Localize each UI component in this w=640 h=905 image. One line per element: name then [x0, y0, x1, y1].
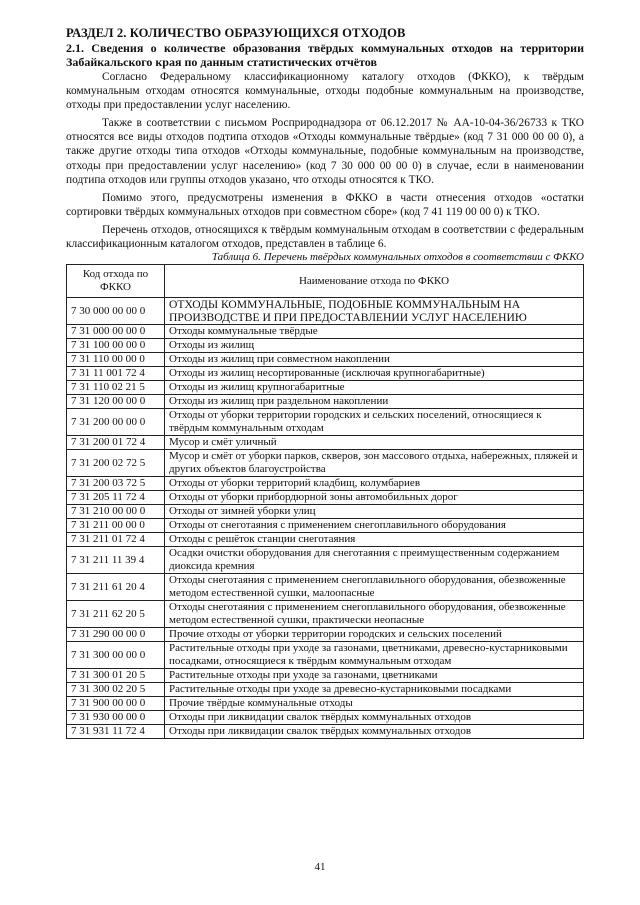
- waste-code-cell: 7 30 000 00 00 0: [67, 298, 165, 325]
- waste-name-cell: Отходы от зимней уборки улиц: [165, 505, 584, 519]
- waste-name-cell: Отходы снеготаяния с применением снегоплавильного оборудования, обезвоженные методом естественной сушки, практически неопасные: [165, 601, 584, 628]
- waste-name-cell: Мусор и смёт от уборки парков, скверов, зон массового отдыха, набережных, пляжей и других объектов благоустройства: [165, 450, 584, 477]
- table-row: [67, 642, 584, 669]
- waste-code-cell: 7 31 211 62 20 5: [67, 601, 165, 628]
- waste-code-cell: 7 31 110 00 00 0: [67, 353, 165, 367]
- waste-code-cell: 7 31 930 00 00 0: [67, 711, 165, 725]
- table-row: [67, 601, 584, 628]
- waste-code-cell: 7 31 200 02 72 5: [67, 450, 165, 477]
- waste-code-cell: 7 31 900 00 00 0: [67, 697, 165, 711]
- waste-code-cell: 7 31 205 11 72 4: [67, 491, 165, 505]
- waste-name-cell: Прочие твёрдые коммунальные отходы: [165, 697, 584, 711]
- waste-name-cell: Отходы из жилищ несортированные (исключая крупногабаритные): [165, 367, 584, 381]
- waste-code-cell: 7 31 120 00 00 0: [67, 395, 165, 409]
- waste-code-cell: 7 31 211 11 39 4: [67, 547, 165, 574]
- table-row: [67, 505, 584, 519]
- table-row: [67, 395, 584, 409]
- header-name: Наименование отхода по ФККО: [165, 265, 584, 298]
- waste-name-cell: Отходы из жилищ: [165, 339, 584, 353]
- waste-code-cell: 7 31 210 00 00 0: [67, 505, 165, 519]
- paragraph: Также в соответствии с письмом Росприроднадзора от 06.12.2017 № АА-10-04-36/26733 к ТКО относятся все виды отходов подтипа отходов «Отходы коммунальные твёрдые» (код 7 31 000 00 00 0), а также другие отходы типа отходов «Отходы коммунальные, подобные коммунальным на производстве, отходы при предоставлении услуг населению» (код 7 30 000 00 00 0) в случае, если в наименовании подтипа отходов или группы отходов указано, что отходы относятся к ТКО.: [66, 117, 584, 186]
- waste-code-cell: 7 31 211 01 72 4: [67, 533, 165, 547]
- table-row: [67, 325, 584, 339]
- table-row: [67, 353, 584, 367]
- waste-code-cell: 7 31 11 001 72 4: [67, 367, 165, 381]
- waste-code-cell: 7 31 110 02 21 5: [67, 381, 165, 395]
- page-content: [66, 26, 584, 739]
- waste-name-cell: Растительные отходы при уходе за газонами, цветниками: [165, 669, 584, 683]
- table-row: [67, 381, 584, 395]
- waste-code-cell: 7 31 300 02 20 5: [67, 683, 165, 697]
- waste-name-cell: Растительные отходы при уходе за древесно-кустарниковыми посадками: [165, 683, 584, 697]
- waste-code-cell: 7 31 300 00 00 0: [67, 642, 165, 669]
- page-number: 41: [314, 861, 326, 873]
- waste-name-cell: Прочие отходы от уборки территории городских и сельских поселений: [165, 628, 584, 642]
- waste-codes-table: [66, 264, 584, 739]
- table-row: [67, 711, 584, 725]
- waste-name-cell: Мусор и смёт уличный: [165, 436, 584, 450]
- section-title: РАЗДЕЛ 2. КОЛИЧЕСТВО ОБРАЗУЮЩИХСЯ ОТХОДОВ: [66, 26, 406, 40]
- header-code: Код отхода по ФККО: [67, 265, 165, 298]
- table-row: [67, 491, 584, 505]
- table-body: [67, 298, 584, 739]
- table-caption: Таблица 6. Перечень твёрдых коммунальных отходов в соответствии с ФККО: [211, 251, 584, 264]
- table-row: [67, 683, 584, 697]
- waste-name-cell: Отходы от снеготаяния с применением снегоплавильного оборудования: [165, 519, 584, 533]
- waste-name-cell: Отходы из жилищ крупногабаритные: [165, 381, 584, 395]
- waste-name-cell: Отходы от уборки территорий кладбищ, колумбариев: [165, 477, 584, 491]
- waste-code-cell: 7 31 200 00 00 0: [67, 409, 165, 436]
- waste-name-cell: ОТХОДЫ КОММУНАЛЬНЫЕ, ПОДОБНЫЕ КОММУНАЛЬНЫМ НА ПРОИЗВОДСТВЕ И ПРИ ПРЕДОСТАВЛЕНИИ УСЛУГ НАСЕЛЕНИЮ: [165, 298, 584, 325]
- table-row: [67, 409, 584, 436]
- waste-name-cell: Отходы снеготаяния с применением снегоплавильного оборудования, обезвоженные методом естественной сушки, малоопасные: [165, 574, 584, 601]
- paragraph: Согласно Федеральному классификационному каталогу отходов (ФККО), к твёрдым коммунальным отходам относятся коммунальные, отходы подобные коммунальным на производстве, отходы при предоставлении услуг населению.: [66, 71, 584, 112]
- waste-code-cell: 7 31 100 00 00 0: [67, 339, 165, 353]
- paragraph: Перечень отходов, относящихся к твёрдым коммунальным отходам в соответствии с федеральным классификационным каталогом отходов, представлен в таблице 6.: [66, 223, 584, 251]
- table-row: [67, 450, 584, 477]
- paragraph: Помимо этого, предусмотрены изменения в ФККО в части отнесения отходов «остатки сортировки твёрдых коммунальных отходов при совместном сборе» (код 7 41 119 00 00 0) к ТКО.: [66, 191, 584, 218]
- table-header-row: [67, 265, 584, 298]
- table-row: [67, 725, 584, 739]
- table-row: [67, 669, 584, 683]
- waste-name-cell: Отходы из жилищ при совместном накоплении: [165, 353, 584, 367]
- waste-code-cell: 7 31 931 11 72 4: [67, 725, 165, 739]
- waste-name-cell: Отходы из жилищ при раздельном накоплении: [165, 395, 584, 409]
- table-row: [67, 339, 584, 353]
- waste-code-cell: 7 31 200 03 72 5: [67, 477, 165, 491]
- waste-name-cell: Отходы при ликвидации свалок твёрдых коммунальных отходов: [165, 711, 584, 725]
- waste-name-cell: Растительные отходы при уходе за газонами, цветниками, древесно-кустарниковыми посадками, относящиеся к твёрдым коммунальным отходам: [165, 642, 584, 669]
- table-row: [67, 533, 584, 547]
- waste-code-cell: 7 31 290 00 00 0: [67, 628, 165, 642]
- waste-code-cell: 7 31 000 00 00 0: [67, 325, 165, 339]
- waste-code-cell: 7 31 300 01 20 5: [67, 669, 165, 683]
- waste-code-cell: 7 31 211 61 20 4: [67, 574, 165, 601]
- table-row: [67, 547, 584, 574]
- subsection-title: 2.1. Сведения о количестве образования твёрдых коммунальных отходов на территории Забайкальского края по данным статистических отчётов: [66, 41, 584, 69]
- waste-name-cell: Осадки очистки оборудования для снеготаяния с преимущественным содержанием диоксида кремния: [165, 547, 584, 574]
- table-row: [67, 519, 584, 533]
- waste-name-cell: Отходы от уборки прибордюрной зоны автомобильных дорог: [165, 491, 584, 505]
- waste-name-cell: Отходы с решёток станции снеготаяния: [165, 533, 584, 547]
- table-row: [67, 436, 584, 450]
- waste-name-cell: Отходы коммунальные твёрдые: [165, 325, 584, 339]
- waste-name-cell: Отходы от уборки территории городских и сельских поселений, относящиеся к твёрдым коммунальным отходам: [165, 409, 584, 436]
- waste-name-cell: Отходы при ликвидации свалок твёрдых коммунальных отходов: [165, 725, 584, 739]
- table-row: [67, 367, 584, 381]
- table-row: [67, 628, 584, 642]
- table-row: [67, 298, 584, 325]
- table-row: [67, 697, 584, 711]
- waste-code-cell: 7 31 211 00 00 0: [67, 519, 165, 533]
- table-row: [67, 574, 584, 601]
- waste-code-cell: 7 31 200 01 72 4: [67, 436, 165, 450]
- table-row: [67, 477, 584, 491]
